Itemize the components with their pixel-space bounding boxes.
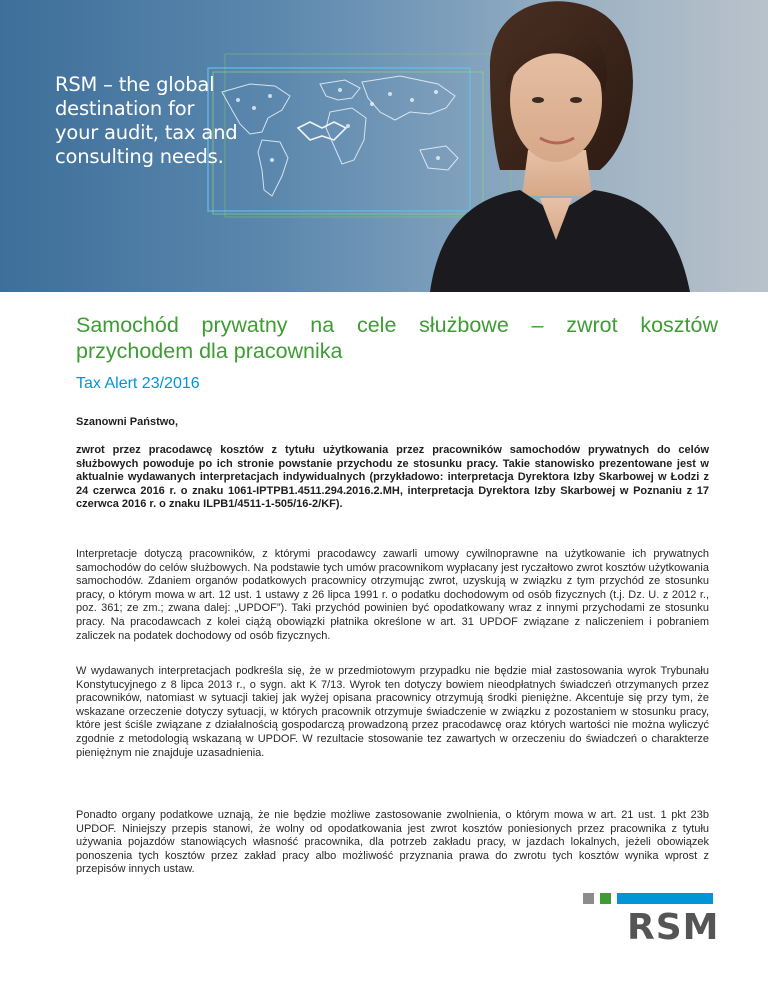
tagline-line: consulting needs. <box>55 145 224 168</box>
logo-grey-square <box>583 893 594 904</box>
intro-paragraph: zwrot przez pracodawcę kosztów z tytułu użytkowania przez pracowników samochodów prywatnych do celów służbowych powoduje po ich stronie powstanie przychodu ze stosunku pracy. Takie stanowisko prezentowane jest w aktualnie wydawanych interpretacjach indywidualnych (przykładowo: interpretacja Dyrektora Izby Skarbowej w Łodzi z 24 czerwca 2016 r. o znaku 1061-IPTPB1.4511.294.2016.2.MH, interpretacja Dyrektora Izby Skarbowej w Poznaniu z 17 czerwca 2016 r. o znaku ILPB1/4511-1-505/16-2/KF). <box>76 444 709 511</box>
logo-wordmark: RSM <box>627 907 720 948</box>
hero-tagline <box>55 73 245 169</box>
body-paragraph: Interpretacje dotyczą pracowników, z którymi pracodawcy zawarli umowy cywilnoprawne na użytkowanie ich prywatnych samochodów do celów służbowych. Na podstawie tych umów pracownikom wypłacany jest ryczałtowo zwrot kosztów użytkowania samochodów. Zdaniem organów podatkowych pracownicy otrzymując zwrot, uzyskują w związku z tym przychód ze stosunku pracy, o którym mowa w art. 12 ust. 1 ustawy z 26 lipca 1991 r. o podatku dochodowym od osób fizycznych (t.j. Dz. U. z 2012 r., poz. 361; ze zm.; zwana dalej: „UPDOF”). Taki przychód powinien być opodatkowany wraz z innymi przychodami ze stosunku pracy. Na pracodawcach z kolei ciążą obowiązki płatnika określone w art. 31 UPDOF związane z naliczeniem i pobraniem zaliczek na podatek dochodowy od osób fizycznych. <box>76 548 709 642</box>
body-paragraph: W wydawanych interpretacjach podkreśla się, że w przedmiotowym przypadku nie będzie miał zastosowania wyrok Trybunału Konstytucyjnego z 8 lipca 2013 r., o sygn. akt K 7/13. Wyrok ten dotyczy bowiem nieodpłatnych świadczeń otrzymanych przez pracowników, natomiast w sytuacji takiej jak wyżej opisana pracownicy otrzymują środki pieniężne. Akcentuje się przy tym, że wskazane orzeczenie dotyczy sytuacji, w których pracownik otrzymuje świadczenie w związku z pozostaniem w stosunku pracy, które jest ściśle związane z działalnością gospodarczą prowadzoną przez pracodawcę oraz których wartości nie można wyliczyć zgodnie z metodologią wskazaną w UPDOF. W rezultacie stosowanie tez zawartych w orzeczeniu do świadczeń o charakterze pieniężnym nie znajduje uzasadnienia. <box>76 665 709 759</box>
tagline-line: RSM – the global <box>55 73 215 96</box>
body-paragraph: Ponadto organy podatkowe uznają, że nie będzie możliwe zastosowanie zwolnienia, o którym mowa w art. 21 ust. 1 pkt 23b UPDOF. Niniejszy przepis stanowi, że wolny od opodatkowania jest zwrot kosztów poniesionych przez pracownika z tytułu używania pojazdów stanowiących własność pracownika, dla potrzeb zakładu pracy, w jazdach lokalnych, jeżeli obowiązek ponoszenia tych kosztów przez zakład pracy albo możliwość przyznania prawa do zwrotu tych kosztów wynika wprost z przepisów innych ustaw. <box>76 809 709 876</box>
hero-banner <box>0 0 768 292</box>
tagline-line: destination for <box>55 97 195 120</box>
tagline-line: your audit, tax and <box>55 121 238 144</box>
greeting: Szanowni Państwo, <box>76 416 179 428</box>
logo-green-square <box>600 893 611 904</box>
rsm-logo <box>583 893 720 953</box>
article-title: Samochód prywatny na cele służbowe – zwrot kosztów przychodem dla pracownika <box>76 313 718 363</box>
logo-blue-bar <box>617 893 713 904</box>
article-subtitle: Tax Alert 23/2016 <box>76 375 200 392</box>
